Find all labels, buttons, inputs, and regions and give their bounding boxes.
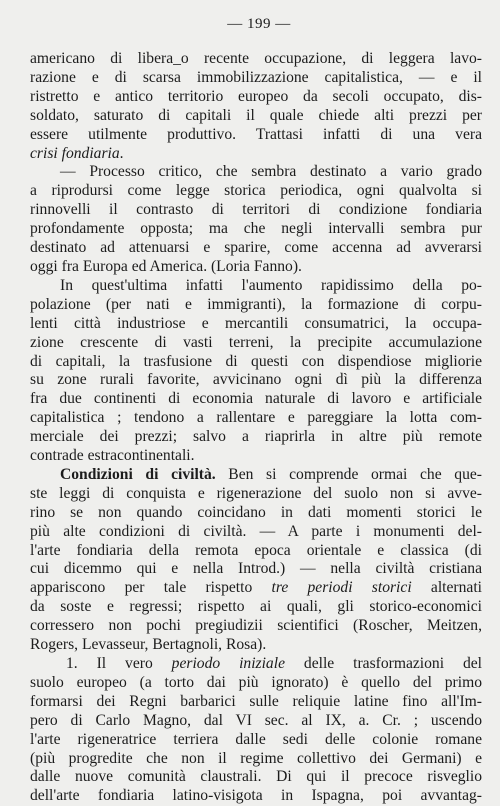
body-text [30,50,482,806]
text-line: più alte condizioni di civiltà. — A parte i monumenti del- [30,522,482,540]
page-number: — 199 — [227,16,291,32]
text-line: soldato, saturato di capitali il quale chiede alti prezzi per [30,106,482,124]
text-line: l'arte fondiaria della remota epoca orientale e classica (di [30,541,482,559]
text-line: — Processo critico, che sembra destinato a vario grado [60,163,482,181]
text-line: rino se non quando coincidano in dati momenti storici le [30,503,482,521]
text-line: lenti città industriose e mercantili consumatrici, la occupa- [30,314,482,332]
text-line: In quest'ultima infatti l'aumento rapidissimo della po- [60,276,482,294]
text-line: cui dicemmo qui e nella Introd.) — nella civiltà cristiana [30,560,482,578]
text-line: l'arte rigeneratrice terriera dalle sedi delle colonie romane [30,730,482,748]
italic-term: periodo iniziale [171,655,285,672]
text-line: su zone rurali favorite, avvicinano ogni dì più la differenza [30,371,482,389]
text-line: corressero non pochi pregiudizii scientifici (Roscher, Meitzen, [30,617,482,635]
italic-term: crisi fondiaria [30,144,120,162]
text-line: ristretto e antico territorio europeo da secoli occupato, dis- [30,87,482,105]
text-line: dalle nuove comunità claustrali. Di qui il precoce risveglio [30,768,482,786]
text-line: oggi fra Europa ed America. (Loria Fanno). [30,257,302,275]
text-line: capitalistica ; tendono a rallentare e pareggiare la lotta com- [30,409,482,427]
text-line: merciale dei prezzi; salvo a riaprirla in altre più remote [30,428,482,446]
text-line: fra due continenti di economia naturale di lavoro e artificiale [30,390,482,408]
text-line: contrade estracontinentali. [30,447,195,465]
italic-term: tre periodi storici [271,579,412,597]
text-line: rinnovelli il contrasto di territori di condizione fondiaria [30,201,482,219]
text-line: formarsi dei Regni barbarici sulle reliquie latine fino all'Im- [30,692,482,710]
text-line: a riprodursi come legge storica periodica, ogni qualvolta si [30,182,482,200]
text-line: americano di libera_o recente occupazione, di leggera lavo- [30,50,482,67]
text-line: essere utilmente produttivo. Trattasi infatti di una vera [30,125,482,143]
text-line: 1. Il vero periodo iniziale delle trasformazioni del [66,655,483,672]
text-line: (più progredite che non il regime collettivo dei Germani) e [30,749,482,767]
text-line: pero di Carlo Magno, dal VI sec. al IX, a. Cr. ; uscendo [30,711,482,729]
text-line: profondamente opposta; ma che negli intervalli sembra pur [30,220,482,238]
text-line: destinato ad attenuarsi e sparire, come accenna ad avverarsi [30,239,482,257]
text-line: polazione (per nati e immigranti), la formazione di corpu- [30,295,482,313]
text-line: di capitali, la trasfusione di questi con dispendiose migliorie [30,352,482,370]
text-line: razione e di scarsa immobilizzazione capitalistica, — e il [30,68,482,86]
text-line: Rogers, Levasseur, Bertagnoli, Rosa). [30,636,267,654]
text-line: appariscono per tale rispetto tre periodi storici alternati [30,579,482,597]
text-line: zione crescente di vasti terreni, la precipite accumulazione [30,333,482,351]
text-line: crisi fondiaria. [30,144,124,162]
text-line: Condizioni di civiltà. Ben si comprende ormai che que- [60,465,482,483]
text-line: dell'arte fondiaria latino-visigota in Ispagna, poi avvantag- [30,787,482,805]
text-line: ste leggi di conquista e rigenerazione del suolo non si avve- [30,484,482,502]
section-heading: Condizioni di civiltà. [60,465,216,483]
text-line: suolo europeo (a torto dai più ignorato) è quello del primo [30,673,482,691]
text-line: da soste e regressi; rispetto ai quali, gli storico-economici [30,598,482,616]
